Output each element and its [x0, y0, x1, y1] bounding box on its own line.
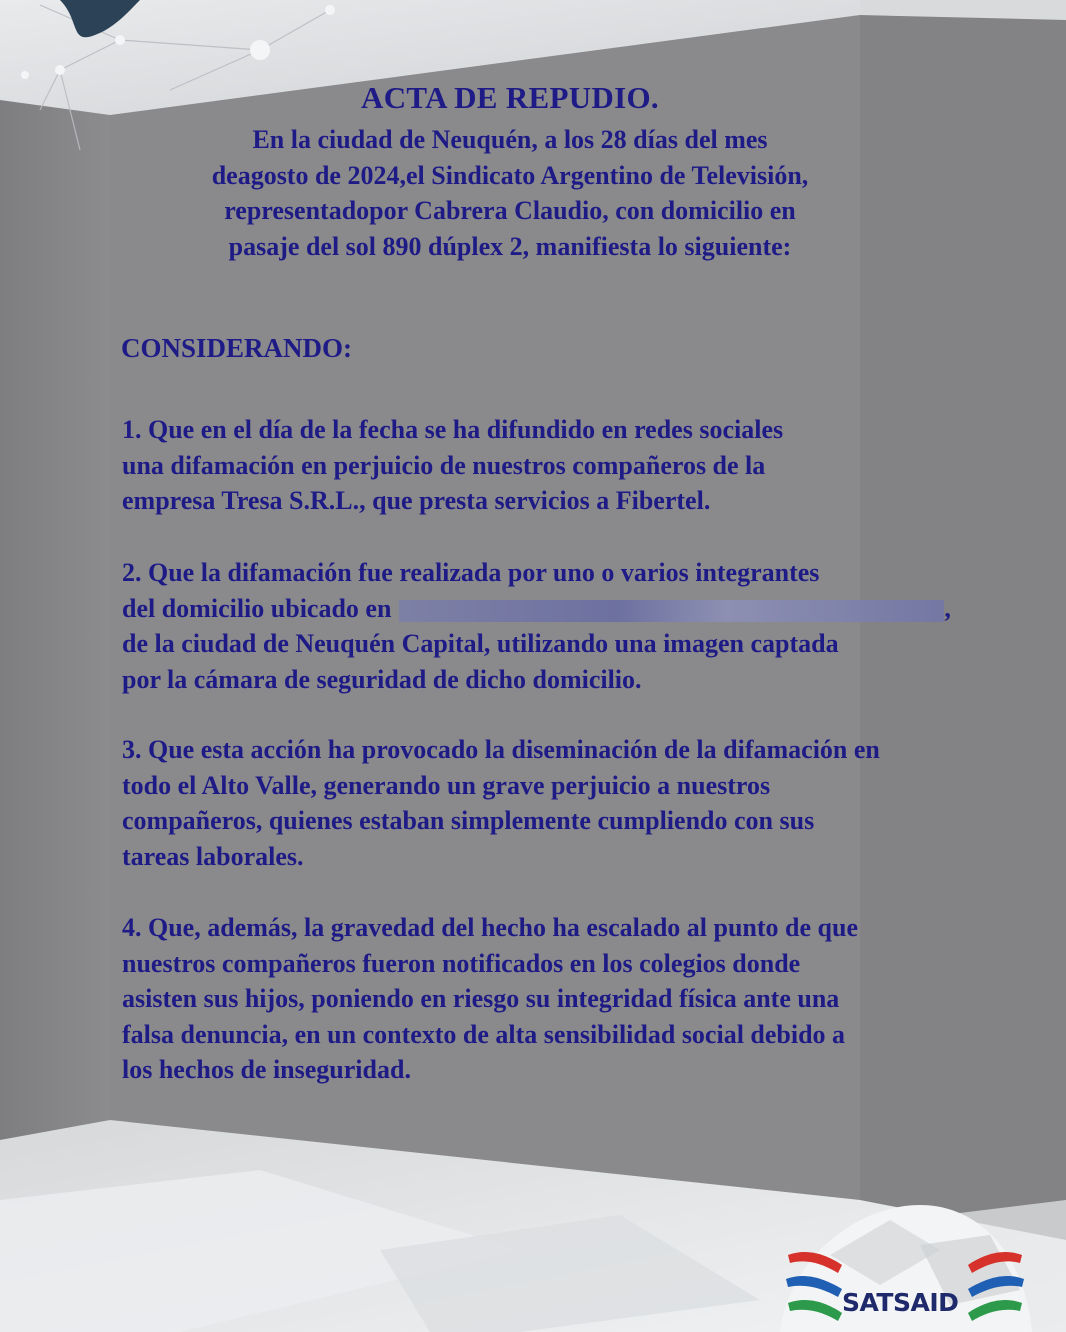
satsaid-logo-text: SATSAID — [842, 1288, 959, 1317]
item-line: todo el Alto Valle, generando un grave perjuicio a nuestros — [122, 770, 771, 800]
considerando-item-3 — [122, 732, 1032, 874]
header-line: pasaje del sol 890 dúplex 2, manifiesta lo siguiente: — [228, 231, 792, 261]
item-line: compañeros, quienes estaban simplemente cumpliendo con sus — [122, 806, 815, 835]
item-line: de la ciudad de Neuquén Capital, utilizando una imagen captada — [122, 629, 839, 658]
item-line: por la cámara de seguridad de dicho domicilio. — [122, 664, 642, 694]
item-line: 4. Que, además, la gravedad del hecho ha escalado al punto de que — [122, 913, 859, 942]
header-line: representadopor Cabrera Claudio, con domicilio en — [224, 196, 796, 225]
header-paragraph — [60, 122, 960, 264]
document-title: ACTA DE REPUDIO. — [361, 80, 659, 115]
considerando-item-1 — [122, 412, 1032, 519]
item-line: una difamación en perjuicio de nuestros compañeros de la — [122, 450, 766, 480]
item-line-redacted — [122, 591, 1032, 627]
item-line: 1. Que en el día de la fecha se ha difundido en redes sociales — [122, 415, 784, 444]
item-line: 3. Que esta acción ha provocado la diseminación de la difamación en — [122, 735, 880, 764]
considerando-heading: CONSIDERANDO: — [121, 333, 353, 363]
header-line: En la ciudad de Neuquén, a los 28 días del mes — [252, 125, 768, 154]
item-line: tareas laborales. — [122, 841, 304, 871]
item-line: falsa denuncia, en un contexto de alta sensibilidad social debido a — [122, 1019, 846, 1049]
redacted-line-suffix: , — [944, 593, 951, 623]
item-line: nuestros compañeros fueron notificados en los colegios donde — [122, 948, 801, 978]
header-line: deagosto de 2024,el Sindicato Argentino de Televisión, — [211, 160, 809, 190]
item-line: los hechos de inseguridad. — [122, 1055, 411, 1084]
item-line: empresa Tresa S.R.L., que presta servicios a Fibertel. — [122, 486, 711, 515]
item-line: asisten sus hijos, poniendo en riesgo su integridad física ante una — [122, 984, 840, 1013]
item-line: 2. Que la difamación fue realizada por uno o varios integrantes — [122, 558, 820, 587]
redacted-address — [399, 600, 944, 622]
considerando-item-4 — [122, 910, 1032, 1088]
redacted-line-prefix: del domicilio ubicado en — [122, 593, 392, 623]
considerando-item-2 — [122, 555, 1032, 697]
